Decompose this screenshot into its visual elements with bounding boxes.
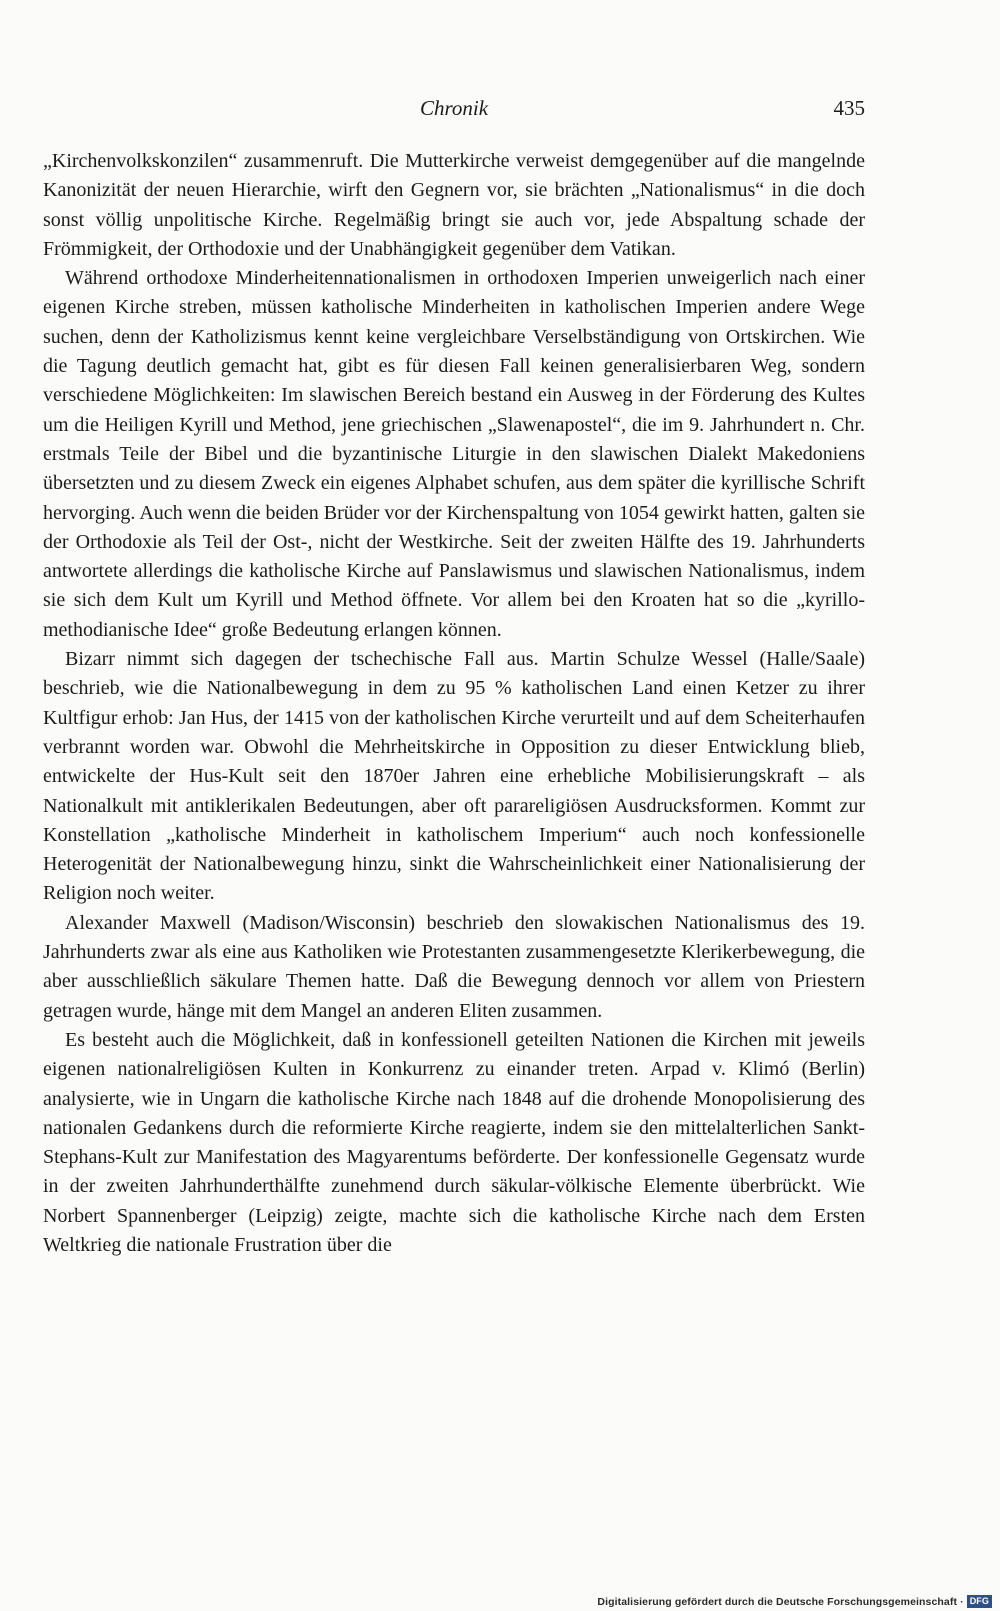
paragraph-4: Alexander Maxwell (Madison/Wisconsin) beschrieb den slowakischen Nationalismus des 19. Jahrhunderts zwar als eine aus Katholiken wie Protestanten zusammengesetzte Klerikerbewegung, die aber ausschließlich säkulare Themen hatte. Daß die Bewegung dennoch vor allem von Priestern getragen wurde, hänge mit dem Mangel an anderen Eliten zusammen. — [43, 911, 865, 1022]
dfg-logo: DFG — [967, 1595, 992, 1608]
page-number: 435 — [833, 96, 865, 120]
paragraph-3: Bizarr nimmt sich dagegen der tschechische Fall aus. Martin Schulze Wessel (Halle/Saale) beschrieb, wie die Nationalbewegung in dem zu 95 % katholischen Land einen Ketzer zu ihrer Kultfigur erhob: Jan Hus, der 1415 von der katholischen Kirche verurteilt und auf dem Scheiterhaufen verbrannt worden war. Obwohl die Mehrheitskirche in Opposition zu dieser Entwicklung blieb, entwickelte der Hus-Kult seit den 1870er Jahren eine erhebliche Mobilisierungskraft – als Nationalkult mit antiklerikalen Bedeutungen, aber oft parareligiösen Ausdrucksformen. Kommt zur Konstellation „katholische Minderheit in katholischem Imperium“ auch noch konfessionelle Heterogenität der Nationalbewegung hinzu, sinkt die Wahrscheinlichkeit einer Nationalisierung der Religion noch weiter. — [43, 648, 865, 905]
paragraph-5: Es besteht auch die Möglichkeit, daß in konfessionell geteilten Nationen die Kirchen mit jeweils eigenen nationalreligiösen Kulten in Konkurrenz zu einander treten. Arpad v. Klimó (Berlin) analysierte, wie in Ungarn die katholische Kirche nach 1848 auf die drohende Monopolisierung des nationalen Gedankens durch die reformierte Kirche reagierte, indem sie den mittelalterlichen Sankt-Stephans-Kult zur Manifestation des Magyarentums beförderte. Der konfessionelle Gegensatz wurde in der zweiten Jahrhunderthälfte zunehmend durch säkular-völkische Elemente überbrückt. Wie Norbert Spannenberger (Leipzig) zeigte, machte sich die katholische Kirche nach dem Ersten Weltkrieg die nationale Frustration über die — [43, 1028, 865, 1256]
digitization-credit — [597, 1595, 992, 1608]
credit-text: Digitalisierung gefördert durch die Deutsche Forschungsgemeinschaft · — [597, 1595, 964, 1608]
paragraph-1: „Kirchenvolkskonzilen“ zusammenruft. Die Mutterkirche verweist demgegenüber auf die mangelnde Kanonizität der neuen Hierarchie, wirft den Gegnern vor, sie brächten „Nationalismus“ in die doch sonst völlig unpolitische Kirche. Regelmäßig bringt sie auch vor, jede Abspaltung schade der Frömmigkeit, der Orthodoxie und der Unabhängigkeit gegenüber dem Vatikan. — [43, 150, 865, 260]
running-title: Chronik — [419, 96, 489, 120]
page-header — [43, 92, 865, 124]
paragraph-2: Während orthodoxe Minderheitennationalismen in orthodoxen Imperien unweigerlich nach einer eigenen Kirche streben, müssen katholische Minderheiten in katholischen Imperien andere Wege suchen, denn der Katholizismus kennt keine vergleichbare Verselbständigung von Ortskirchen. Wie die Tagung deutlich gemacht hat, gibt es für diesen Fall keinen generalisierbaren Weg, sondern verschiedene Möglichkeiten: Im slawischen Bereich bestand ein Ausweg in der Förderung des Kultes um die Heiligen Kyrill und Method, jene griechischen „Slawenapostel“, die im 9. Jahrhundert n. Chr. erstmals Teile der Bibel und die byzantinische Liturgie in den slawischen Dialekt Makedoniens übersetzten und zu diesem Zweck ein eigenes Alphabet schufen, aus dem später die kyrillische Schrift hervorging. Auch wenn die beiden Brüder vor der Kirchenspaltung von 1054 gewirkt hatten, galten sie der Orthodoxie als Teil der Ost-, nicht der Westkirche. Seit der zweiten Hälfte des 19. Jahrhunderts antwortete allerdings die katholische Kirche auf Panslawismus und slawischen Nationalismus, indem sie sich dem Kult um Kyrill und Method öffnete. Vor allem bei den Kroaten hat so die „kyrillo-methodianische Idee“ große Bedeutung erlangen können. — [43, 267, 865, 641]
body-text — [43, 147, 865, 1260]
